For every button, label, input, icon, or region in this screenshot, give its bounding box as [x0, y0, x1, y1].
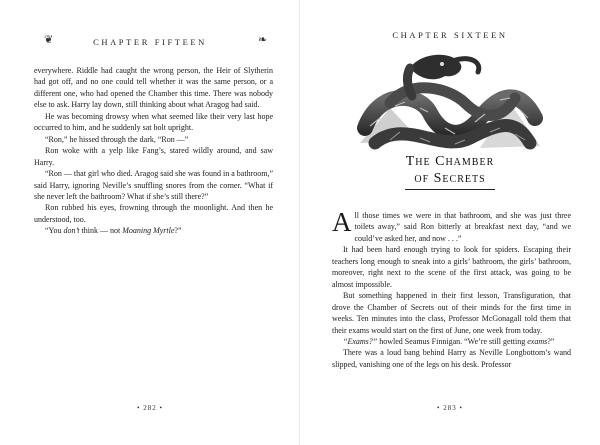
- chapter-title-line-2: of Secrets: [414, 171, 486, 186]
- paragraph: It had been hard enough trying to look for spiders. Escaping their teachers long enough to sneak into a girls’ bathroom, the girls’ bathroom, moreover, right next to the scene of the first attack, was going to be almost impossible.: [332, 245, 571, 289]
- running-head-left: CHAPTER FIFTEEN: [93, 37, 207, 47]
- title-divider: [405, 189, 495, 190]
- paragraph: But something happened in their first lesson, Transfiguration, that drove the Chamber of Secrets out of their minds for the first time in weeks. Ten minutes into the class, Professor McGonagall told them that their exams would start on the first of June, one week from today.: [332, 291, 571, 335]
- page-number-left: • 282 •: [137, 404, 163, 412]
- paragraph: everywhere. Riddle had caught the wrong person, the Heir of Slytherin had got off, and no one could tell whether it was the same person, or a different one, who had opened the Chamber this time. There was nobody else to ask. Harry lay down, still thinking about what Aragog had said.: [34, 66, 273, 110]
- right-body-text: [332, 207, 571, 370]
- paragraph: “Ron — that girl who died. Aragog said she was found in a bathroom,” said Harry, ignoring Neville’s snuffling snores from the corner. “What if she never left the bathroom? What if she’s still there?”: [34, 169, 273, 201]
- paragraph: Ron rubbed his eyes, frowning through the moonlight. And then he understood, too.: [34, 203, 273, 224]
- paragraph: There was a loud bang behind Harry as Neville Longbottom’s wand slipped, vanishing one of the legs on his desk. Professor: [332, 348, 571, 369]
- page-number-right: • 283 •: [437, 404, 463, 412]
- serpent-illustration: [350, 48, 545, 158]
- chapter-number-heading: CHAPTER SIXTEEN: [392, 30, 508, 40]
- chapter-title-line-1: The Chamber: [405, 154, 495, 169]
- paragraph: “Exams?” howled Seamus Finnigan. “We’re still getting exams?”: [343, 336, 555, 346]
- flourish-left-icon: ❦: [44, 34, 54, 46]
- paragraph: Ron woke with a yelp like Fang’s, stared wildly around, and saw Harry.: [34, 146, 273, 167]
- right-page: [300, 0, 600, 445]
- drop-cap: A: [332, 207, 352, 237]
- paragraph-last: “You don’t think — not Moaning Myrtle?”: [45, 226, 182, 236]
- paragraph-opening: All those times we were in that bathroom, and she was just three toilets away,” said Ron bitterly at breakfast next day, “and we could’ve asked her, and now . . .”: [332, 207, 571, 243]
- left-body-text: [34, 65, 273, 237]
- flourish-right-icon: ❧: [258, 34, 268, 46]
- paragraph: He was becoming drowsy when what seemed like their very last hope occurred to him, and he suddenly sat bolt upright.: [34, 111, 273, 133]
- paragraph: “Ron,” he hissed through the dark, “Ron —”: [45, 134, 189, 144]
